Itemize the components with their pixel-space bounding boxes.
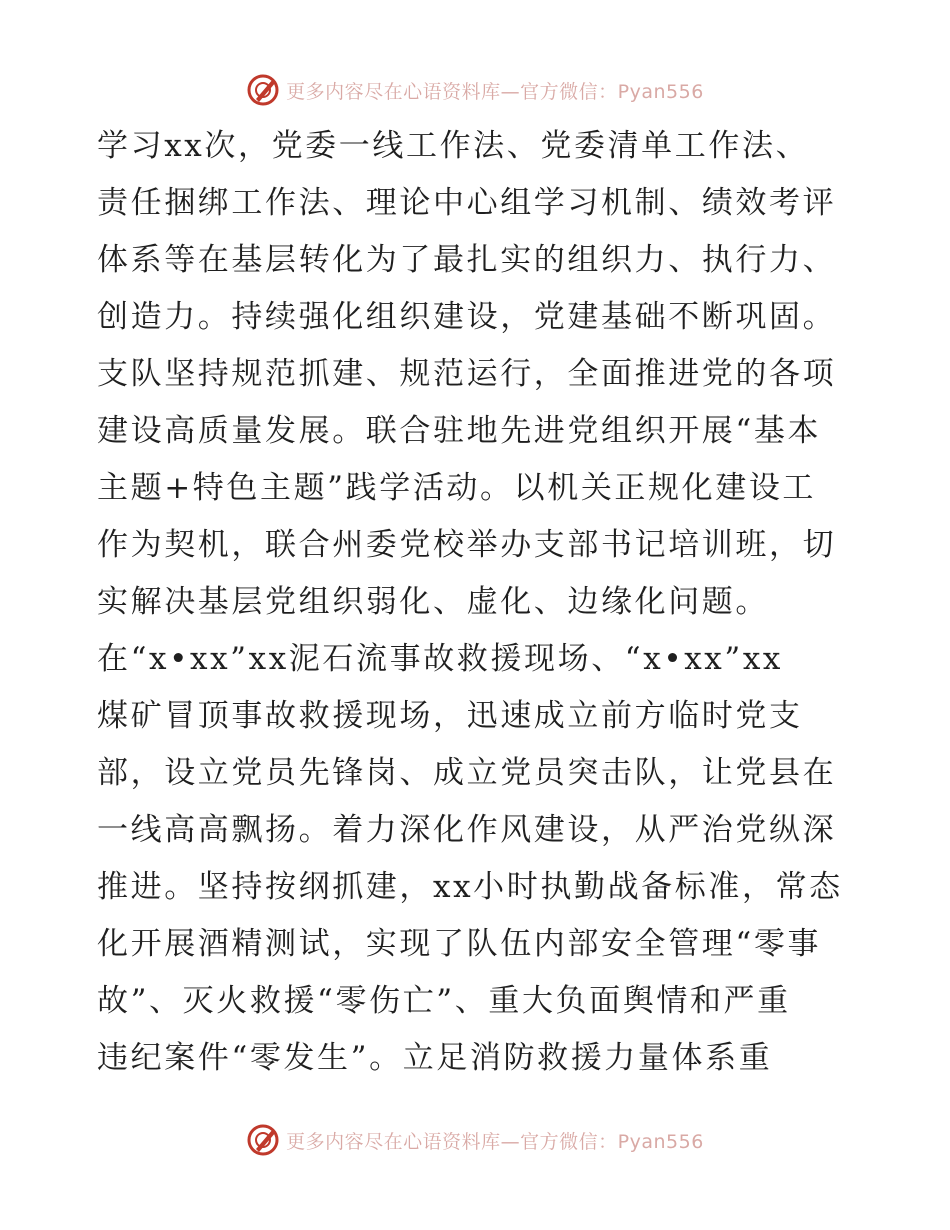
text-line: 责任捆绑工作法、理论中心组学习机制、绩效考评: [97, 185, 837, 221]
text-line: 故”、灭火救援“零伤亡”、重大负面舆情和严重: [97, 983, 791, 1019]
text-line: 主题+特色主题”践学活动。以机关正规化建设工: [97, 470, 817, 506]
text-line: 体系等在基层转化为了最扎实的组织力、执行力、: [97, 242, 837, 278]
header-watermark: [0, 70, 950, 110]
text-line: 实解决基层党组织弱化、虚化、边缘化问题。: [97, 584, 769, 620]
text-line: 违纪案件“零发生”。立足消防救援力量体系重: [97, 1040, 773, 1076]
text-line: 学习xx次，党委一线工作法、党委清单工作法、: [97, 128, 810, 164]
text-line: 煤矿冒顶事故救援现场，迅速成立前方临时党支: [97, 698, 803, 734]
pen-logo-icon: [246, 1123, 280, 1157]
document-body: [97, 124, 857, 1093]
text-line: 一线高高飘扬。着力深化作风建设，从严治党纵深: [97, 812, 837, 848]
watermark-text: 更多内容尽在心语资料库—官方微信：Pyan556: [286, 1130, 704, 1153]
text-line: 创造力。持续强化组织建设，党建基础不断巩固。: [97, 299, 837, 335]
text-line: 在“x•xx”xx泥石流事故救援现场、“x•xx”xx: [97, 641, 783, 677]
text-line: 部，设立党员先锋岗、成立党员突击队，让党县在: [97, 755, 837, 791]
text-line: 推进。坚持按纲抓建，xx小时执勤战备标准，常态: [97, 869, 843, 905]
watermark-text: 更多内容尽在心语资料库—官方微信：Pyan556: [286, 80, 704, 103]
text-line: 作为契机，联合州委党校举办支部书记培训班，切: [97, 527, 837, 563]
pen-logo-icon: [246, 73, 280, 107]
footer-watermark: [0, 1120, 950, 1160]
text-line: 支队坚持规范抓建、规范运行，全面推进党的各项: [97, 356, 837, 392]
text-line: 化开展酒精测试，实现了队伍内部安全管理“零事: [97, 926, 822, 962]
text-line: 建设高质量发展。联合驻地先进党组织开展“基本: [97, 413, 822, 449]
